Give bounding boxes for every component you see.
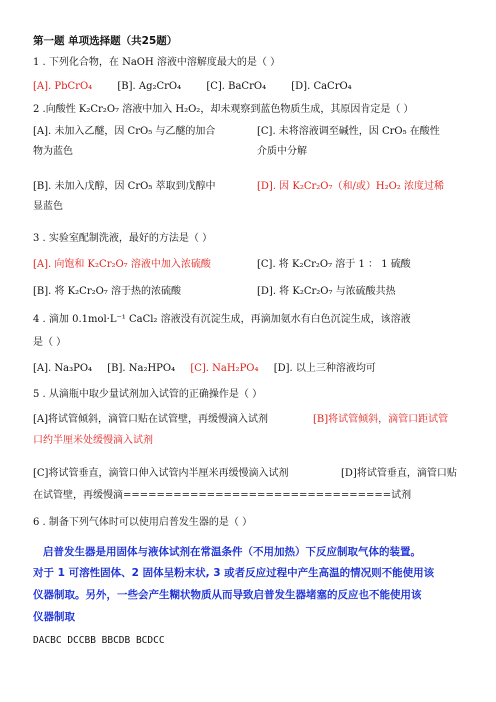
q1-option-b: [B]. Ag₂CrO₄ (117, 81, 182, 92)
q1-option-c: [C]. BaCrO₄ (206, 81, 267, 92)
q3-option-d: [D]. 将 K₂Cr₂O₇ 与浓硫酸共热 (257, 286, 396, 297)
q4-option-b: [B]. Na₂HPO₄ (107, 363, 176, 374)
explanation-line-1: 启普发生器是用固体与液体试剂在常温条件（不用加热）下反应制取气体的装置。 (43, 546, 421, 558)
answer-key: DACBC DCCBB BBCDB BCDCC (33, 635, 165, 646)
q6-stem: 6 . 制备下列气体时可以使用启普发生器的是（ ） (33, 517, 253, 528)
q2-option-b: [B]. 未加入戊醇，因 CrO₅ 萃取到戊醇中 (33, 181, 216, 192)
section-title: 第一题 单项选择题（共25题） (33, 35, 178, 47)
q3-option-a: [A]. 向饱和 K₂Cr₂O₇ 溶液中加入浓硫酸 (33, 259, 211, 270)
q1-option-a: [A]. PbCrO₄ (33, 81, 93, 92)
q2-option-a-cont: 物为蓝色 (33, 146, 73, 157)
q5-option-d: [D]将试管垂直，滴管口贴 (341, 468, 457, 479)
q1-options (33, 80, 374, 94)
q4-option-c: [C]. NaH₂PO₄ (190, 363, 259, 374)
q2-stem: 2 .向酸性 K₂Cr₂O₇ 溶液中加入 H₂O₂，却未观察到蓝色物质生成，其原因肯定是（ ） (33, 104, 414, 115)
q4-stem-cont: 是（ ） (33, 337, 67, 348)
q5-option-c: [C]将试管垂直，滴管口伸入试管内半厘米再缓慢滴入试剂 (33, 468, 289, 479)
q2-option-d: [D]. 因 K₂Cr₂O₇（和/或）H₂O₂ 浓度过稀 (257, 181, 444, 192)
q4-options (33, 362, 398, 376)
q2-option-c-cont: 介质中分解 (257, 146, 307, 157)
q4-option-d: [D]. 以上三种溶液均可 (273, 363, 376, 374)
q4-option-a: [A]. Na₃PO₄ (33, 363, 93, 374)
q5-stem: 5 . 从滴瓶中取少量试剂加入试管的正确操作是（ ） (33, 389, 263, 400)
q2-option-a: [A]. 未加入乙醚，因 CrO₅ 与乙醚的加合 (33, 126, 216, 137)
explanation-line-4: 仪器制取 (33, 611, 75, 623)
q3-option-b: [B]. 将 K₂Cr₂O₇ 溶于热的浓硫酸 (33, 286, 181, 297)
explanation-line-3: 仪器制取。另外，一些会产生糊状物质从而导致启普发生器堵塞的反应也不能使用该 (33, 589, 422, 601)
q3-stem: 3 . 实验室配制洗液，最好的方法是（ ） (33, 233, 213, 244)
q3-option-c: [C]. 将 K₂Cr₂O₇ 溶于 1 ： 1 硫酸 (257, 259, 411, 270)
q4-stem: 4 . 滴加 0.1mol·L⁻¹ CaCl₂ 溶液没有沉淀生成，再滴加氨水有白色沉淀生成，该溶液 (33, 314, 411, 325)
q2-option-c: [C]. 未将溶液调至碱性，因 CrO₅ 在酸性 (257, 126, 440, 137)
q5-option-b: [B]将试管倾斜，滴管口距试管 (313, 414, 449, 425)
q5-option-b-cont: 口约半厘米处缓慢滴入试剂 (33, 435, 153, 446)
q2-option-b-cont: 显蓝色 (33, 201, 63, 212)
q1-option-d: [D]. CaCrO₄ (291, 81, 352, 92)
q5-option-a: [A]将试管倾斜，滴管口贴在试管壁，再缓慢滴入试剂 (33, 414, 269, 425)
explanation-line-2: 对于 1 可溶性固体、2 固体呈粉末状, 3 或者反应过程中产生高温的情况则不能使用该 (33, 567, 435, 579)
q1-stem: 1 . 下列化合物，在 NaOH 溶液中溶解度最大的是（ ） (33, 57, 281, 68)
q5-option-d-cont: 在试管壁，再缓慢滴================================试剂 (33, 490, 412, 501)
